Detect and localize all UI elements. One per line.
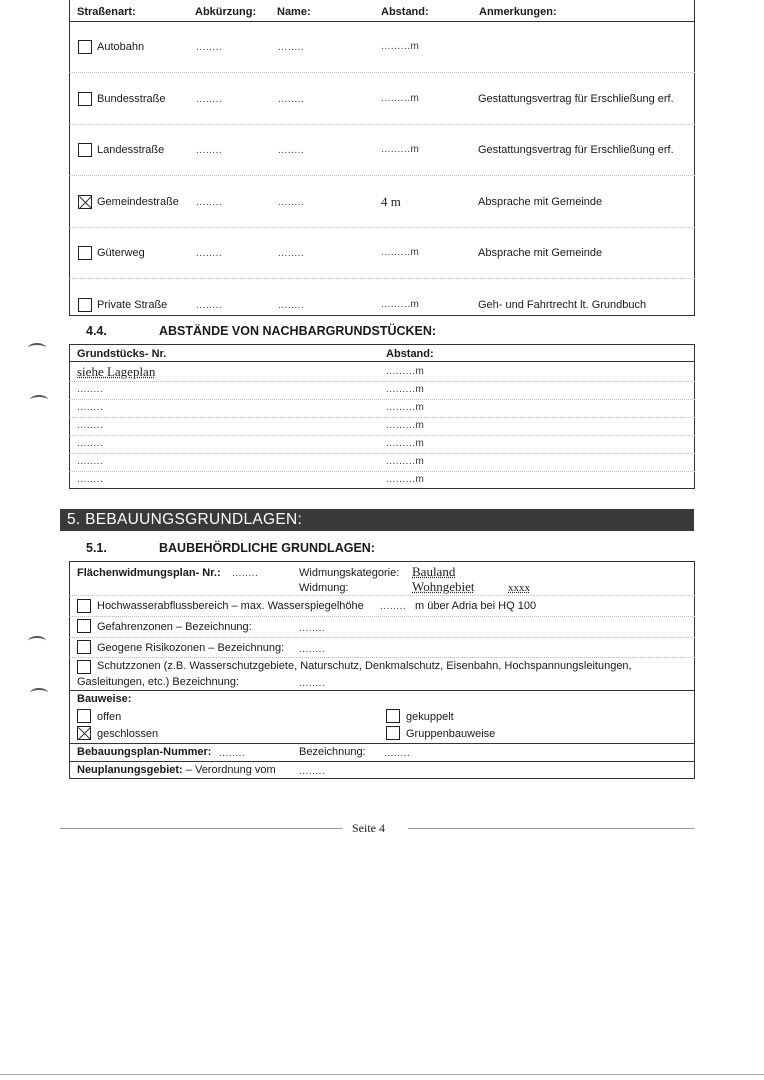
section-5-title: 5. BEBAUUNGSGRUNDLAGEN: [67, 511, 303, 528]
road-checkbox[interactable] [78, 40, 92, 54]
bebauungsplan-value[interactable]: ........ [219, 748, 246, 759]
widmung-value[interactable]: Wohngebiet [412, 579, 475, 594]
neighbor-distance-field[interactable]: .........m [386, 384, 425, 395]
schutzzonen-checkbox[interactable] [77, 660, 91, 674]
neighbor-plot-field[interactable]: ........ [77, 384, 104, 395]
hochwasser-height[interactable]: ........ [380, 601, 407, 612]
road-abbr-field[interactable]: ........ [196, 42, 223, 53]
neighbor-row-divider [69, 435, 695, 436]
offen-label: offen [97, 711, 122, 723]
neighbor-distance-field[interactable]: .........m [386, 420, 425, 431]
offen-checkbox[interactable] [77, 709, 91, 723]
road-distance-field[interactable]: .........m [381, 299, 420, 310]
gefahrenzonen-checkbox[interactable] [77, 619, 91, 633]
neuplanungsgebiet-value[interactable]: ........ [299, 766, 326, 777]
section-5-1-number: 5.1. [86, 541, 107, 555]
schutzzonen-value[interactable]: ........ [299, 678, 326, 689]
road-name-field[interactable]: ........ [278, 197, 305, 208]
road-type-label: Landesstraße [97, 144, 165, 156]
road-type-label: Private Straße [97, 299, 168, 311]
hochwasser-suffix: m über Adria bei HQ 100 [415, 600, 537, 612]
divider [69, 743, 695, 744]
road-checkbox[interactable] [78, 298, 92, 312]
fwp-value[interactable]: ........ [232, 568, 259, 579]
bauweise-label: Bauweise: [77, 693, 132, 705]
road-row-divider [69, 72, 695, 73]
neighbor-plot-field[interactable]: ........ [77, 438, 104, 449]
neighbor-plot-field[interactable]: ........ [77, 456, 104, 467]
hochwasser-label: Hochwasserabflussbereich – max. Wasserspiegelhöhe [97, 600, 364, 612]
footer-rule-left [60, 828, 342, 829]
scan-edge [0, 1074, 764, 1075]
road-abbr-field[interactable]: ........ [196, 248, 223, 259]
road-note: Gestattungsvertrag für Erschließung erf. [478, 144, 674, 156]
punch-mark [28, 343, 46, 353]
neighbor-distance-field[interactable]: .........m [386, 456, 425, 467]
section-5-1-title: BAUBEHÖRDLICHE GRUNDLAGEN: [159, 541, 375, 555]
neighbor-row-divider [69, 399, 695, 400]
road-type-label: Autobahn [97, 41, 145, 53]
neuplanungsgebiet-row [77, 764, 276, 776]
neighbor-row-divider [69, 417, 695, 418]
road-distance-field[interactable]: .........m [381, 93, 420, 104]
bezeichnung-label: Bezeichnung: [299, 746, 366, 758]
road-type-label: Güterweg [97, 247, 145, 259]
neighbor-distance-field[interactable]: .........m [386, 366, 425, 377]
divider [69, 657, 695, 658]
road-distance-field[interactable]: .........m [381, 247, 420, 258]
widmung-label: Widmung: [299, 582, 349, 594]
neighbor-distance-field[interactable]: .........m [386, 438, 425, 449]
road-note: Geh- und Fahrtrecht lt. Grundbuch [478, 299, 647, 311]
road-row-divider [69, 175, 695, 176]
road-name-field[interactable]: ........ [278, 248, 305, 259]
geschlossen-checkbox[interactable] [77, 726, 91, 740]
neighbor-col-distance: Abstand: [386, 348, 434, 360]
neighbor-plot-field[interactable]: ........ [77, 402, 104, 413]
bezeichnung-value[interactable]: ........ [384, 748, 411, 759]
schutzzonen-label: Schutzzonen (z.B. Wasserschutzgebiete, Naturschutz, Denkmalschutz, Eisenbahn, Hochspannungsleitungen, [97, 660, 632, 672]
neighbor-header-divider [69, 361, 695, 362]
section-4-4-number: 4.4. [86, 324, 107, 338]
col-header-abbr: Abkürzung: [195, 6, 257, 18]
neighbor-plot-field[interactable]: siehe Lageplan [77, 364, 156, 379]
punch-mark [28, 636, 46, 646]
neuplanungsgebiet-label: Neuplanungsgebiet: [77, 764, 183, 776]
schutzzonen-label-cont: Gasleitungen, etc.) Bezeichnung: [77, 676, 240, 688]
neuplanungsgebiet-suffix: – Verordnung vom [182, 764, 276, 776]
neighbor-plot-field[interactable]: ........ [77, 420, 104, 431]
page-number: Seite 4 [352, 821, 385, 835]
road-name-field[interactable]: ........ [278, 300, 305, 311]
road-checkbox[interactable] [78, 195, 92, 209]
geogene-value[interactable]: ........ [299, 644, 326, 655]
geschlossen-label: geschlossen [97, 728, 159, 740]
neighbor-col-plot: Grundstücks- Nr. [77, 348, 167, 360]
roads-header-divider [69, 21, 695, 22]
divider [69, 616, 695, 617]
road-distance-field[interactable]: 4 m [381, 194, 401, 209]
neighbor-row-divider [69, 381, 695, 382]
hochwasser-checkbox[interactable] [77, 599, 91, 613]
divider [69, 637, 695, 638]
category-value[interactable]: Bauland [412, 564, 456, 579]
punch-mark [30, 688, 48, 698]
col-header-notes: Anmerkungen: [479, 6, 557, 18]
road-note: Absprache mit Gemeinde [478, 196, 603, 208]
road-row-divider [69, 278, 695, 279]
road-note: Gestattungsvertrag für Erschließung erf. [478, 93, 674, 105]
gefahrenzonen-label: Gefahrenzonen – Bezeichnung: [97, 621, 252, 633]
col-header-name: Name: [277, 6, 311, 18]
road-abbr-field[interactable]: ........ [196, 300, 223, 311]
gruppenbauweise-checkbox[interactable] [386, 726, 400, 740]
neighbor-row-divider [69, 453, 695, 454]
bebauungsplan-label: Bebauungsplan-Nummer: [77, 746, 212, 758]
road-checkbox[interactable] [78, 143, 92, 157]
gefahrenzonen-value[interactable]: ........ [299, 623, 326, 634]
road-type-label: Gemeindestraße [97, 196, 179, 208]
col-header-type: Straßenart: [77, 6, 136, 18]
neighbor-distance-field[interactable]: .........m [386, 402, 425, 413]
road-row-divider [69, 227, 695, 228]
road-checkbox[interactable] [78, 246, 92, 260]
fwp-label: Flächenwidmungsplan- Nr.: [77, 567, 221, 579]
geogene-label: Geogene Risikozonen – Bezeichnung: [97, 642, 285, 654]
road-abbr-field[interactable]: ........ [196, 197, 223, 208]
neighbor-plot-field[interactable]: ........ [77, 474, 104, 485]
road-checkbox[interactable] [78, 92, 92, 106]
widmung-extra: xxxx [508, 582, 530, 594]
road-name-field[interactable]: ........ [278, 145, 305, 156]
road-type-label: Bundesstraße [97, 93, 166, 105]
road-distance-field[interactable]: .........m [381, 144, 420, 155]
footer-rule-right [408, 828, 694, 829]
road-row-divider [69, 124, 695, 125]
gekuppelt-checkbox[interactable] [386, 709, 400, 723]
road-distance-field[interactable]: .........m [381, 41, 420, 52]
divider [69, 761, 695, 762]
road-note: Absprache mit Gemeinde [478, 247, 603, 259]
road-abbr-field[interactable]: ........ [196, 94, 223, 105]
divider [69, 595, 695, 596]
col-header-distance: Abstand: [381, 6, 429, 18]
gekuppelt-label: gekuppelt [406, 711, 454, 723]
geogene-checkbox[interactable] [77, 640, 91, 654]
section-4-4-title: ABSTÄNDE VON NACHBARGRUNDSTÜCKEN: [159, 324, 437, 338]
road-name-field[interactable]: ........ [278, 42, 305, 53]
road-abbr-field[interactable]: ........ [196, 145, 223, 156]
gruppenbauweise-label: Gruppenbauweise [406, 728, 496, 740]
divider [69, 690, 695, 691]
neighbor-row-divider [69, 471, 695, 472]
punch-mark [30, 395, 48, 405]
neighbor-distance-field[interactable]: .........m [386, 474, 425, 485]
road-name-field[interactable]: ........ [278, 94, 305, 105]
category-label: Widmungskategorie: [299, 567, 400, 579]
